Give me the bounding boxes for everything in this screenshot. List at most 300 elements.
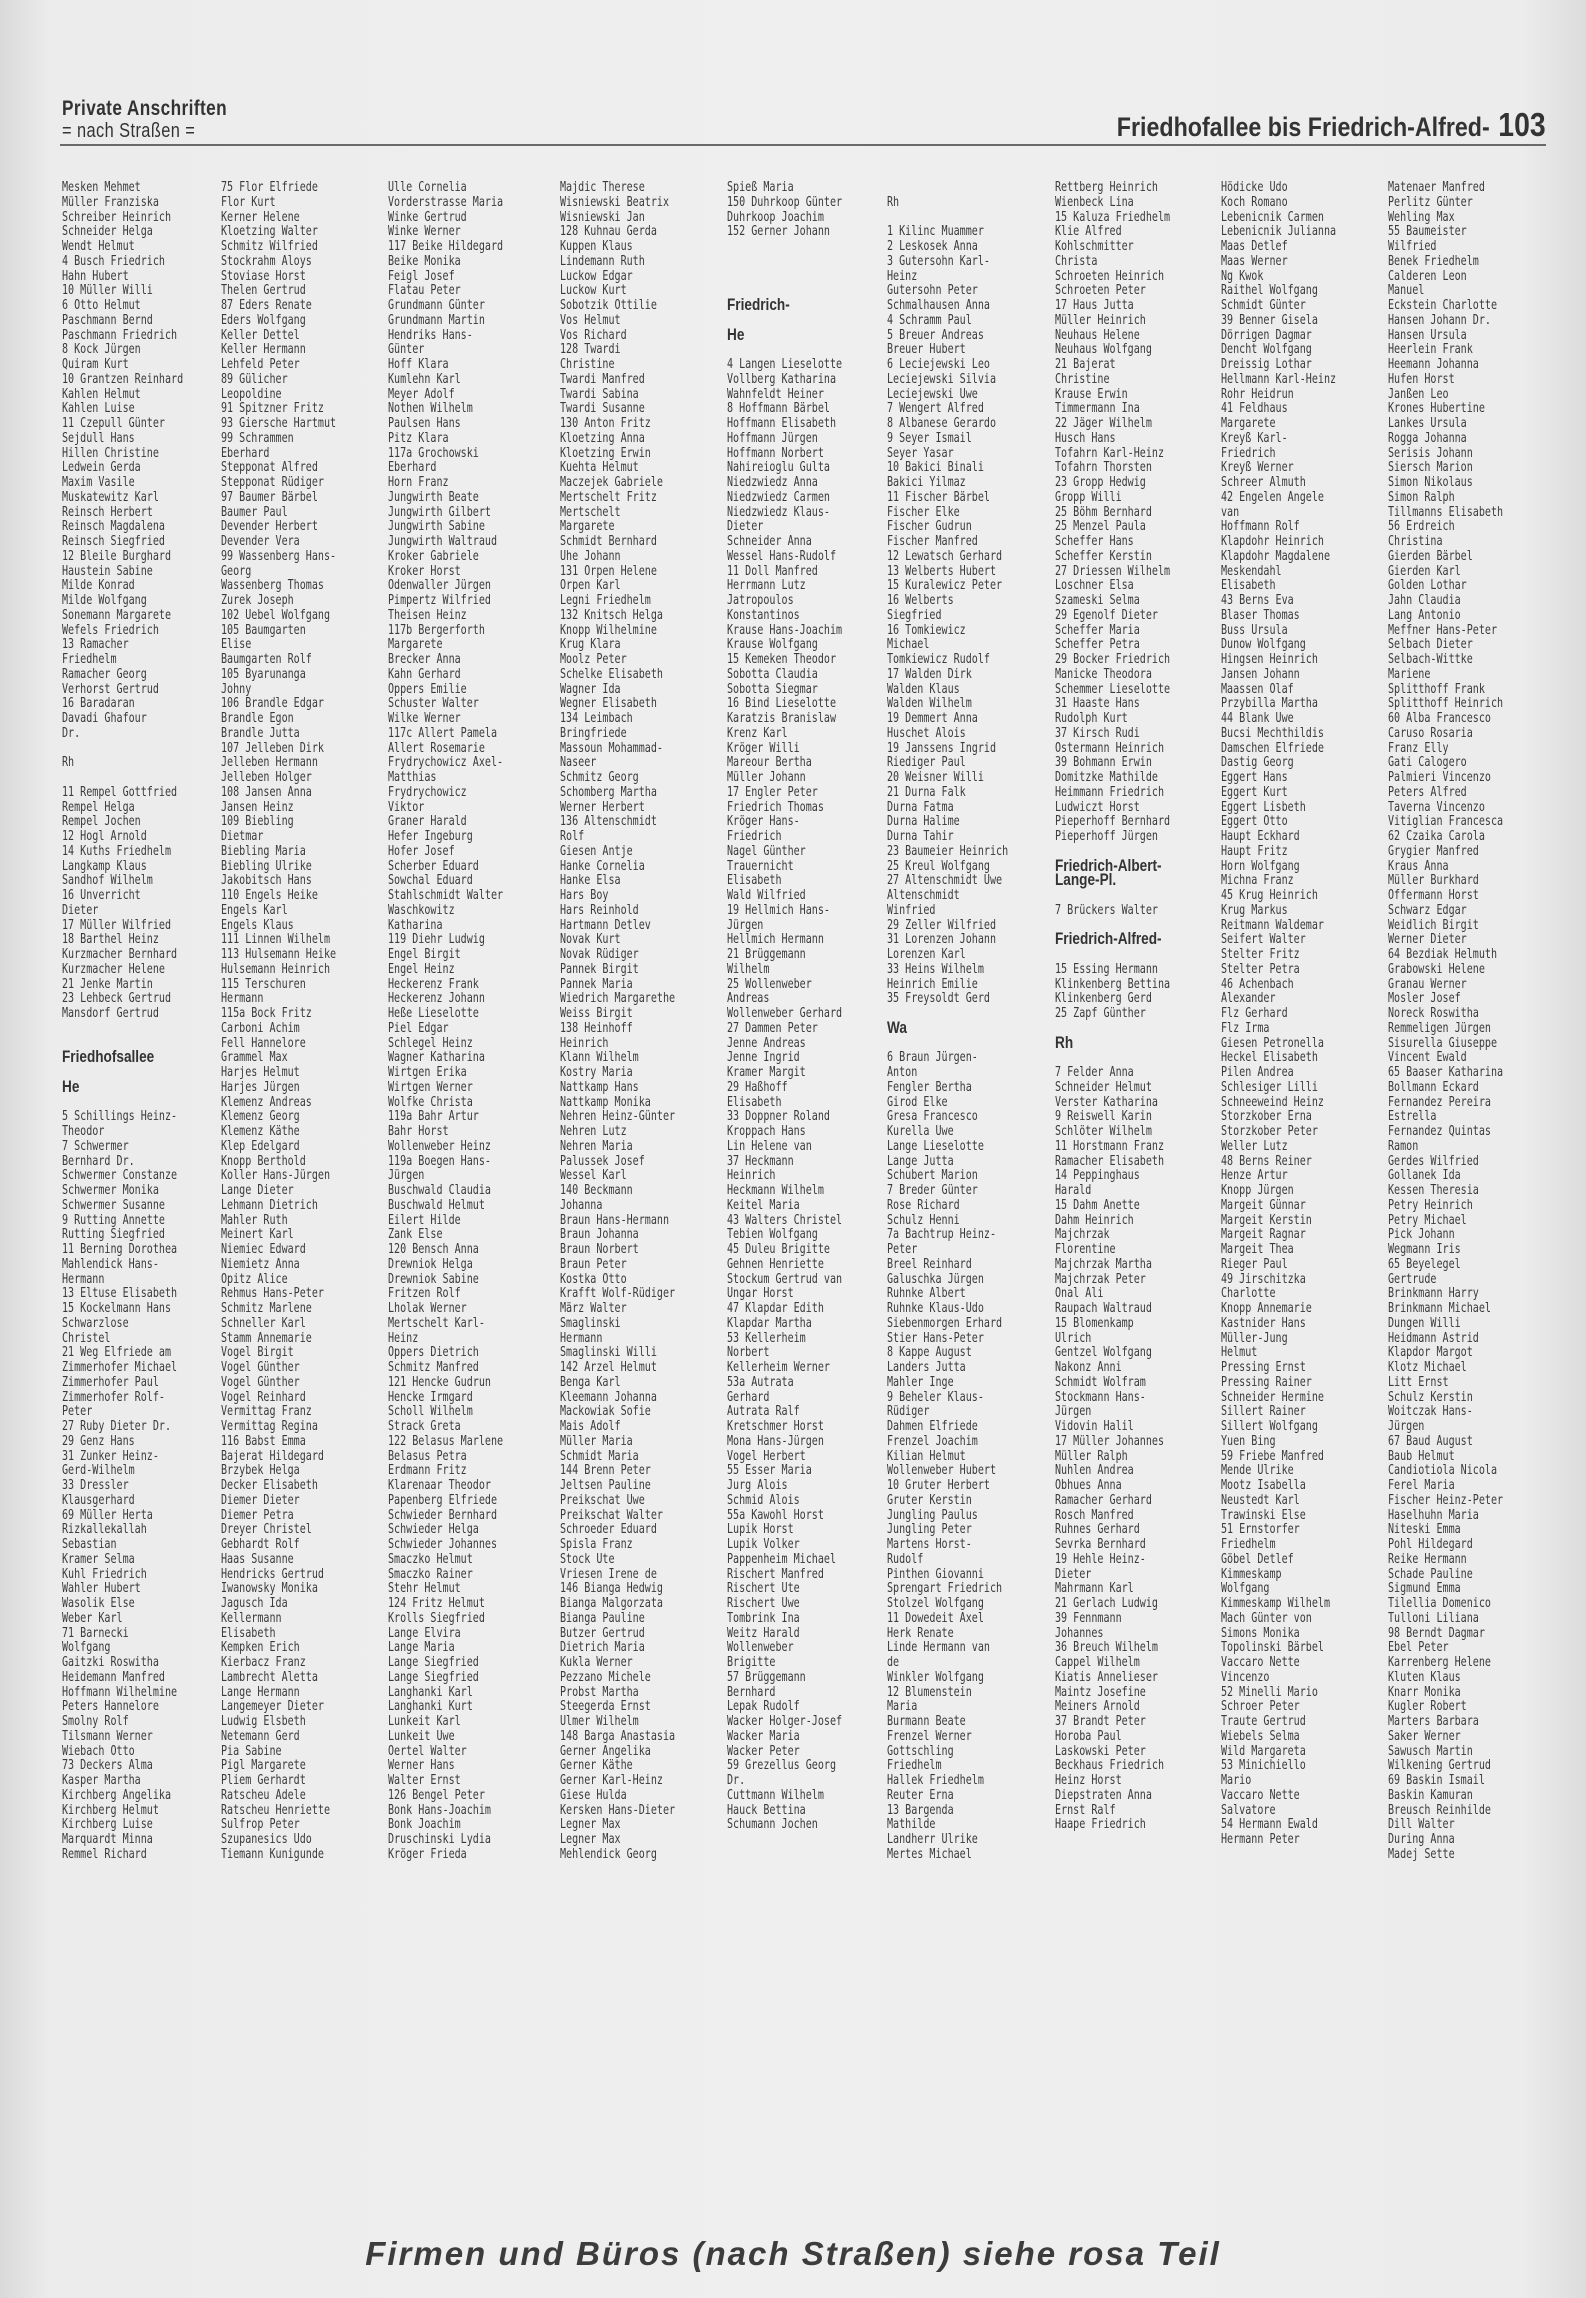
- listing-entry: Flz Irma: [1221, 1019, 1270, 1036]
- listing-entry: Buschwald Helmut: [388, 1196, 485, 1213]
- listing-entry: Grygier Manfred: [1388, 842, 1479, 859]
- listing-entry: Scholl Wilhelm: [388, 1403, 473, 1420]
- listing-entry: Reinsch Siegfried: [62, 533, 165, 549]
- listing-entry: 45 Krug Heinrich: [1221, 887, 1318, 903]
- listing-entry: Dietrich Maria: [560, 1639, 645, 1656]
- listing-entry: Wahler Hubert: [62, 1580, 141, 1597]
- listing-entry: Lebenicnik Julianna: [1221, 223, 1337, 240]
- listing-entry: 117b Bergerforth: [388, 621, 485, 638]
- listing-entry: 87 Eders Renate: [221, 297, 312, 313]
- listing-entry: Jelleben Hermann: [221, 754, 318, 771]
- listing-entry: Benek Friedhelm: [1388, 252, 1479, 269]
- listing-entry: 142 Arzel Helmut: [560, 1359, 657, 1375]
- listing-entry: Steegerda Ernst: [560, 1698, 651, 1715]
- listing-entry: Galuschka Jürgen: [887, 1270, 984, 1287]
- listing-entry: Müller Maria: [560, 1432, 633, 1449]
- listing-entry: Rempel Helga: [62, 798, 135, 815]
- listing-entry: Wollenweber Heinz: [388, 1137, 491, 1154]
- listing-entry: Horn Wolfgang: [1221, 857, 1300, 874]
- listing-entry: Kröger Hans-: [727, 813, 800, 830]
- listing-entry: Wilke Werner: [388, 710, 461, 726]
- listing-entry: Feigl Josef: [388, 267, 455, 284]
- listing-entry: 11 Fischer Bärbel: [887, 488, 990, 505]
- listing-entry: Schreer Almuth: [1221, 474, 1306, 490]
- listing-entry: Dreissig Lothar: [1221, 356, 1312, 372]
- listing-entry: Kirchberg Angelika: [62, 1786, 172, 1803]
- listing-entry: Klinkenberg Gerd: [1055, 990, 1152, 1007]
- listing-entry: Schneller Karl: [221, 1314, 306, 1331]
- listing-entry: Vogel Günther: [221, 1359, 300, 1375]
- listing-entry: Jürgen: [727, 916, 764, 933]
- listing-entry: 29 Egenolf Dieter: [1055, 606, 1158, 623]
- listing-entry: Eggert Otto: [1221, 813, 1288, 830]
- listing-entry: 107 Jelleben Dirk: [221, 739, 324, 756]
- listing-entry: 55 Baumeister: [1388, 223, 1467, 240]
- listing-entry: [62, 1095, 182, 1110]
- listing-entry: Knopp Annemarie: [1221, 1300, 1312, 1316]
- listing-entry: Pia Sabine: [221, 1742, 282, 1759]
- listing-entry: Smaglinski: [560, 1314, 621, 1331]
- listing-entry: Müller Heinrich: [1055, 311, 1146, 328]
- listing-entry: Wolfke Christa: [388, 1093, 473, 1110]
- listing-entry: Wolfgang: [62, 1639, 111, 1656]
- listing-entry: Lankes Ursula: [1388, 415, 1467, 431]
- listing-entry: Knopp Jürgen: [1221, 1182, 1294, 1198]
- listing-entry: Müller Ralph: [1055, 1447, 1128, 1464]
- listing-entry: Kimmeskamp Wilhelm: [1221, 1595, 1331, 1611]
- listing-entry: Stock Ute: [560, 1550, 615, 1567]
- listing-entry: Hanke Elsa: [560, 872, 621, 889]
- listing-entry: Schelke Elisabeth: [560, 665, 663, 682]
- listing-entry: Kessen Theresia: [1388, 1182, 1479, 1198]
- listing-entry: Naseer: [560, 754, 597, 771]
- listing-entry: 27 Ruby Dieter Dr.: [62, 1418, 172, 1434]
- listing-entry: 33 Doppner Roland: [727, 1108, 830, 1125]
- listing-entry: Bollmann Eckard: [1388, 1078, 1479, 1095]
- listing-entry: Kempken Erich: [221, 1639, 300, 1656]
- listing-entry: 67 Baud August: [1388, 1432, 1473, 1449]
- listing-entry: Gentzel Wolfgang: [1055, 1344, 1152, 1361]
- listing-entry: 71 Barnecki: [62, 1624, 129, 1641]
- listing-entry: Sobotzik Ottilie: [560, 297, 657, 313]
- listing-entry: Konstantinos: [727, 606, 800, 623]
- listing-entry: 25 Böhm Bernhard: [1055, 503, 1152, 520]
- listing-entry: Tebien Wolfgang: [727, 1226, 818, 1243]
- listing-entry: Nattkamp Monika: [560, 1093, 651, 1110]
- listing-entry: Wild Margareta: [1221, 1742, 1306, 1759]
- listing-entry: Madej Sette: [1388, 1845, 1455, 1862]
- listing-entry: 4 Busch Friedrich: [62, 252, 165, 269]
- listing-entry: 16 Baradaran: [62, 695, 135, 712]
- listing-entry: 53 Kellerheim: [727, 1329, 806, 1346]
- listing-entry: Engels Karl: [221, 901, 288, 918]
- listing-entry: Preikschat Uwe: [560, 1491, 645, 1508]
- listing-entry: 33 Dressler: [62, 1477, 129, 1493]
- listing-column-9: [1388, 180, 1550, 1862]
- listing-entry: Ramacher Elisabeth: [1055, 1152, 1165, 1169]
- listing-entry: Vaccaro Nette: [1221, 1786, 1300, 1803]
- listing-entry: Kraus Anna: [1388, 857, 1449, 874]
- listing-entry: Rischert Ute: [727, 1580, 800, 1597]
- listing-entry: Gati Calogero: [1388, 754, 1467, 771]
- listing-entry: Jansen Heinz: [221, 798, 294, 815]
- listing-entry: Stehr Helmut: [388, 1580, 461, 1597]
- listing-entry: Eggert Hans: [1221, 769, 1288, 785]
- listing-entry: Giesen Petronella: [1221, 1034, 1324, 1051]
- listing-entry: Moolz Peter: [560, 651, 627, 667]
- listing-entry: Lehfeld Peter: [221, 356, 300, 372]
- listing-entry: 23 Lehbeck Gertrud: [62, 990, 172, 1007]
- listing-entry: Verster Katharina: [1055, 1093, 1158, 1110]
- listing-entry: Meinert Karl: [221, 1226, 294, 1243]
- listing-entry: Margeit Ragnar: [1221, 1226, 1306, 1243]
- listing-entry: Krause Wolfgang: [727, 636, 818, 653]
- listing-entry: Ungar Horst: [727, 1285, 794, 1302]
- listing-entry: 35 Freysoldt Gerd: [887, 990, 990, 1007]
- listing-entry: Hofer Josef: [388, 842, 455, 859]
- listing-entry: Elisabeth: [221, 1624, 276, 1641]
- listing-entry: Jungling Paulus: [887, 1506, 978, 1523]
- listing-entry: Schlesiger Lilli: [1221, 1078, 1318, 1095]
- listing-entry: Paschmann Friedrich: [62, 326, 178, 343]
- listing-entry: 29 Bocker Friedrich: [1055, 651, 1171, 667]
- listing-entry: Kukla Werner: [560, 1654, 633, 1670]
- listing-column-4: [560, 180, 722, 1862]
- listing-entry: Burmann Beate: [887, 1713, 966, 1729]
- listing-entry: 31 Haaste Hans: [1055, 695, 1140, 712]
- listing-entry: Gierden Bärbel: [1388, 547, 1473, 564]
- listing-entry: Viktor: [388, 798, 425, 815]
- listing-entry: Wisniewski Beatrix: [560, 193, 670, 210]
- listing-entry: 57 Brüggemann: [727, 1668, 806, 1685]
- listing-entry: Schomberg Martha: [560, 783, 657, 800]
- listing-entry: Tilsmann Werner: [62, 1727, 153, 1744]
- listing-entry: 13 Bargenda: [887, 1801, 954, 1818]
- listing-entry: Vermittag Regina: [221, 1418, 318, 1434]
- listing-entry: 33 Heins Wilhelm: [887, 960, 984, 977]
- listing-entry: Litt Ernst: [1388, 1373, 1449, 1390]
- listing-entry: Schubert Marion: [887, 1167, 978, 1184]
- listing-entry: Krug Markus: [1221, 901, 1288, 918]
- listing-entry: Nothen Wilhelm: [388, 400, 473, 417]
- listing-entry: Milde Wolfgang: [62, 592, 147, 608]
- listing-entry: Domitzke Mathilde: [1055, 769, 1158, 785]
- listing-entry: 15 Kockelmann Hans: [62, 1300, 172, 1316]
- listing-entry: Manuel: [1388, 282, 1425, 299]
- street-heading: Rh: [1055, 1032, 1074, 1052]
- listing-entry: Hars Boy: [560, 887, 609, 903]
- listing-entry: 60 Alba Francesco: [1388, 710, 1491, 726]
- listing-entry: Hufen Horst: [1388, 370, 1455, 387]
- listing-entry: Sonemann Margarete: [62, 606, 172, 623]
- listing-entry: Christel: [62, 1329, 111, 1346]
- listing-entry: 37 Kirsch Rudi: [1055, 724, 1140, 741]
- listing-entry: Brigitte: [727, 1654, 776, 1670]
- listing-entry: 15 Kaluza Friedhelm: [1055, 208, 1171, 225]
- listing-entry: Tiemann Kunigunde: [221, 1845, 324, 1862]
- listing-entry: Wahnfeldt Heiner: [727, 385, 824, 402]
- listing-entry: 14 Peppinghaus: [1055, 1167, 1140, 1184]
- listing-entry: Gierden Karl: [1388, 562, 1461, 579]
- listing-entry: Pappenheim Michael: [727, 1550, 837, 1567]
- listing-entry: Nehren Lutz: [560, 1123, 627, 1139]
- listing-entry: 27 Dammen Peter: [727, 1019, 818, 1036]
- listing-entry: Brecker Anna: [388, 651, 461, 667]
- listing-entry: Tilellia Domenico: [1388, 1595, 1491, 1611]
- listing-entry: Wiebels Selma: [1221, 1727, 1300, 1744]
- listing-entry: 105 Byarunanga: [221, 665, 306, 682]
- listing-entry: Schwermer Susanne: [62, 1196, 165, 1213]
- listing-entry: Frydrychowicz: [388, 783, 467, 800]
- listing-entry: Jansen Johann: [1221, 665, 1300, 682]
- listing-entry: Gertrude: [1388, 1270, 1437, 1287]
- listing-entry: Eberhard: [221, 444, 270, 461]
- listing-entry: Drewniok Helga: [388, 1255, 473, 1272]
- listing-entry: Kramer Selma: [62, 1550, 135, 1567]
- listing-entry: Klemenz Andreas: [221, 1093, 312, 1110]
- listing-entry: Lupik Volker: [727, 1536, 800, 1552]
- listing-entry: Mahlendick Hans-: [62, 1255, 159, 1272]
- listing-entry: Simon Ralph: [1388, 488, 1455, 505]
- listing-entry: Jeltsen Pauline: [560, 1477, 651, 1493]
- listing-entry: Benga Karl: [560, 1373, 621, 1390]
- listing-entry: Heckerenz Johann: [388, 990, 485, 1007]
- listing-entry: Zimmerhofer Michael: [62, 1359, 178, 1375]
- listing-entry: Ludwig Elsbeth: [221, 1713, 306, 1729]
- listing-entry: Landers Jutta: [887, 1359, 966, 1375]
- listing-entry: 9 Reiswell Karin: [1055, 1108, 1152, 1125]
- listing-entry: Buschwald Claudia: [388, 1182, 491, 1198]
- listing-entry: Langkamp Klaus: [62, 857, 147, 874]
- listing-entry: Rh: [62, 754, 75, 771]
- listing-entry: Strack Greta: [388, 1418, 461, 1434]
- listing-entry: Müller Franziska: [62, 193, 159, 210]
- street-heading: He: [62, 1076, 80, 1096]
- listing-entry: 13 Ramacher: [62, 636, 129, 653]
- listing-entry: Gerd-Wilhelm: [62, 1462, 135, 1479]
- listing-entry: [1055, 1050, 1175, 1065]
- listing-entry: Andreas: [727, 990, 770, 1007]
- listing-entry: Horoba Paul: [1055, 1727, 1122, 1744]
- listing-entry: [727, 254, 847, 269]
- listing-entry: Twardi Susanne: [560, 400, 645, 417]
- listing-entry: Verhorst Gertrud: [62, 680, 159, 697]
- listing-entry: 54 Hermann Ewald: [1221, 1816, 1318, 1833]
- listing-entry: Obhues Anna: [1055, 1477, 1122, 1493]
- listing-entry: Braun Johanna: [560, 1226, 639, 1243]
- listing-entry: Eders Wolfgang: [221, 311, 306, 328]
- listing-entry: Elise: [221, 636, 252, 653]
- listing-entry: Oppers Emilie: [388, 680, 467, 697]
- listing-entry: 132 Knitsch Helga: [560, 606, 663, 623]
- listing-entry: Jungwirth Waltraud: [388, 533, 498, 549]
- listing-entry: 10 Bakici Binali: [887, 459, 984, 476]
- listing-entry: Taverna Vincenzo: [1388, 798, 1485, 815]
- listing-entry: Dieter: [1055, 1565, 1092, 1582]
- listing-entry: Splitthoff Heinrich: [1388, 695, 1504, 712]
- listing-entry: 4 Schramm Paul: [887, 311, 972, 328]
- listing-entry: 9 Rutting Annette: [62, 1211, 165, 1228]
- listing-entry: Timmermann Ina: [1055, 400, 1140, 417]
- listing-entry: Diepstraten Anna: [1055, 1786, 1152, 1803]
- listing-entry: Papenberg Elfriede: [388, 1491, 498, 1508]
- listing-entry: 15 Dahm Anette: [1055, 1196, 1140, 1213]
- listing-entry: Novak Kurt: [560, 931, 621, 948]
- listing-entry: Rose Richard: [887, 1196, 960, 1213]
- listing-entry: Karrenberg Helene: [1388, 1654, 1491, 1670]
- listing-entry: 39 Bohmann Erwin: [1055, 754, 1152, 771]
- listing-entry: Gerner Karl-Heinz: [560, 1772, 663, 1788]
- listing-entry: 51 Ernstorfer: [1221, 1521, 1300, 1538]
- listing-entry: Pliem Gerhardt: [221, 1772, 306, 1788]
- listing-entry: 16 Bind Lieselotte: [727, 695, 837, 712]
- listing-entry: Wehling Max: [1388, 208, 1455, 225]
- listing-entry: Vidovin Halil: [1055, 1418, 1134, 1434]
- listing-entry: Lebenicnik Carmen: [1221, 208, 1324, 225]
- listing-entry: Sigmund Emma: [1388, 1580, 1461, 1597]
- listing-entry: Florentine: [1055, 1241, 1116, 1257]
- listing-entry: 21 Brüggemann: [727, 946, 806, 962]
- listing-entry: Kahlen Luise: [62, 400, 135, 417]
- listing-entry: Mehlendick Georg: [560, 1845, 657, 1862]
- listing-entry: Rieger Paul: [1221, 1255, 1288, 1272]
- listing-entry: Golden Lothar: [1388, 577, 1467, 594]
- listing-entry: Lambrecht Aletta: [221, 1668, 318, 1685]
- listing-entry: Wirtgen Erika: [388, 1064, 467, 1080]
- listing-entry: 59 Grezellus Georg: [727, 1757, 837, 1774]
- listing-entry: Kuehta Helmut: [560, 459, 639, 476]
- listing-entry: Schade Pauline: [1388, 1565, 1473, 1582]
- listing-entry: 11 Berning Dorothea: [62, 1241, 178, 1257]
- listing-entry: 7 Wengert Alfred: [887, 400, 984, 417]
- listing-entry: Lange Siegfried: [388, 1654, 479, 1670]
- listing-entry: Mona Hans-Jürgen: [727, 1432, 824, 1449]
- listing-entry: Heckmann Wilhelm: [727, 1182, 824, 1198]
- listing-entry: Ratscheu Henriette: [221, 1801, 331, 1818]
- listing-entry: Hendricks Gertrud: [221, 1565, 324, 1582]
- listing-entry: Tofahrn Thorsten: [1055, 459, 1152, 476]
- listing-entry: 46 Achenbach: [1221, 975, 1294, 992]
- listing-entry: Wefels Friedrich: [62, 621, 159, 638]
- listing-entry: Probst Martha: [560, 1683, 639, 1700]
- listing-entry: Rettberg Heinrich: [1055, 180, 1158, 195]
- listing-entry: 21 Gerlach Ludwig: [1055, 1595, 1158, 1611]
- listing-entry: Kerner Helene: [221, 208, 300, 225]
- listing-entry: Schwieder Johannes: [388, 1536, 498, 1552]
- listing-entry: Pieperhoff Bernhard: [1055, 813, 1171, 830]
- listing-entry: Harald: [1055, 1182, 1092, 1198]
- listing-entry: Schumann Jochen: [727, 1816, 818, 1832]
- listing-entry: 8 Albanese Gerardo: [887, 415, 997, 431]
- listing-entry: Haupt Eckhard: [1221, 828, 1300, 844]
- listing-entry: Tomkiewicz Rudolf: [887, 651, 990, 667]
- listing-entry: Klotz Michael: [1388, 1359, 1467, 1375]
- listing-entry: Kirchberg Luise: [62, 1816, 153, 1833]
- listing-entry: Bianga Malgorzata: [560, 1595, 663, 1611]
- listing-entry: [727, 313, 847, 328]
- listing-entry: 146 Bianga Hedwig: [560, 1580, 663, 1597]
- listing-entry: Reike Hermann: [1388, 1550, 1467, 1567]
- listing-entry: Heckerenz Frank: [388, 975, 479, 992]
- listing-entry: Petry Michael: [1388, 1211, 1467, 1228]
- listing-entry: Lunkeit Karl: [388, 1713, 461, 1729]
- listing-entry: Vitiglian Francesca: [1388, 813, 1504, 830]
- listing-entry: Weller Lutz: [1221, 1137, 1288, 1154]
- listing-entry: Hingsen Heinrich: [1221, 651, 1318, 667]
- listing-entry: Anton: [887, 1064, 918, 1080]
- listing-entry: 27 Driessen Wilhelm: [1055, 562, 1171, 579]
- listing-entry: Theodor: [62, 1123, 105, 1139]
- listing-entry: Müller Johann: [727, 769, 806, 785]
- listing-entry: Hars Reinhold: [560, 901, 639, 918]
- listing-entry: Jungwirth Sabine: [388, 518, 485, 535]
- listing-entry: Mackowiak Sofie: [560, 1403, 651, 1420]
- listing-entry: Flz Gerhard: [1221, 1005, 1288, 1021]
- listing-entry: Schmitz Manfred: [388, 1359, 479, 1375]
- listing-entry: 10 Gruter Herbert: [887, 1477, 990, 1493]
- listing-entry: Schroer Peter: [1221, 1698, 1300, 1715]
- listing-entry: Storzkober Erna: [1221, 1108, 1312, 1125]
- listing-entry: Flatau Peter: [388, 282, 461, 299]
- listing-entry: Lupik Horst: [727, 1521, 794, 1538]
- listing-entry: Ferel Maria: [1388, 1477, 1455, 1493]
- listing-entry: Helmut: [1221, 1344, 1258, 1361]
- listing-entry: Kellerheim Werner: [727, 1359, 830, 1375]
- listing-entry: Gottschling: [887, 1742, 954, 1759]
- listing-entry: Eggert Lisbeth: [1221, 798, 1306, 815]
- listing-entry: Mathilde: [887, 1816, 936, 1833]
- listing-entry: Margarete: [388, 636, 443, 653]
- listing-entry: Pilen Andrea: [1221, 1064, 1294, 1080]
- listing-entry: Wacker Holger-Josef: [727, 1713, 843, 1729]
- listing-entry: Elisabeth: [727, 1093, 782, 1110]
- listing-entry: 117 Beike Hildegard: [388, 238, 504, 254]
- listing-entry: Friedrich: [1221, 444, 1276, 461]
- listing-entry: Hoffmann Norbert: [727, 444, 824, 461]
- listing-entry: Hermann Peter: [1221, 1831, 1300, 1847]
- listing-entry: Bernhard: [727, 1683, 776, 1700]
- listing-entry: Hansen Ursula: [1388, 326, 1467, 343]
- listing-entry: Vos Helmut: [560, 311, 621, 328]
- listing-entry: Engel Heinz: [388, 960, 455, 977]
- listing-entry: Maczejek Gabriele: [560, 474, 663, 490]
- listing-entry: Jagusch Ida: [221, 1595, 288, 1611]
- listing-entry: Heinz: [887, 267, 918, 284]
- listing-entry: Nahireioglu Gulta: [727, 459, 830, 476]
- listing-entry: 119a Bahr Artur: [388, 1108, 479, 1125]
- listing-entry: Mareour Bertha: [727, 754, 812, 771]
- listing-entry: Braun Norbert: [560, 1241, 639, 1257]
- listing-entry: Pick Johann: [1388, 1226, 1455, 1243]
- listing-entry: Wegmann Iris: [1388, 1241, 1461, 1257]
- listing-entry: 150 Duhrkoop Günter: [727, 193, 843, 210]
- listing-entry: Winfried: [887, 901, 936, 918]
- listing-entry: Siersch Marion: [1388, 459, 1473, 476]
- listing-entry: Stelter Fritz: [1221, 946, 1300, 962]
- listing-entry: Hermann: [62, 1270, 105, 1287]
- listing-entry: Wasolik Else: [62, 1595, 135, 1611]
- listing-entry: Oertel Walter: [388, 1742, 467, 1759]
- listing-entry: Ramacher Gerhard: [1055, 1491, 1152, 1508]
- listing-entry: Klemenz Georg: [221, 1108, 300, 1125]
- listing-entry: 73 Deckers Alma: [62, 1757, 153, 1774]
- listing-entry: 25 Kreul Wolfgang: [887, 857, 990, 874]
- listing-entry: Matthias: [388, 769, 437, 785]
- listing-entry: Kastnider Hans: [1221, 1314, 1306, 1331]
- listing-entry: Gehnen Henriette: [727, 1255, 824, 1272]
- listing-entry: Neustedt Karl: [1221, 1491, 1300, 1508]
- listing-entry: Grammel Max: [221, 1049, 288, 1066]
